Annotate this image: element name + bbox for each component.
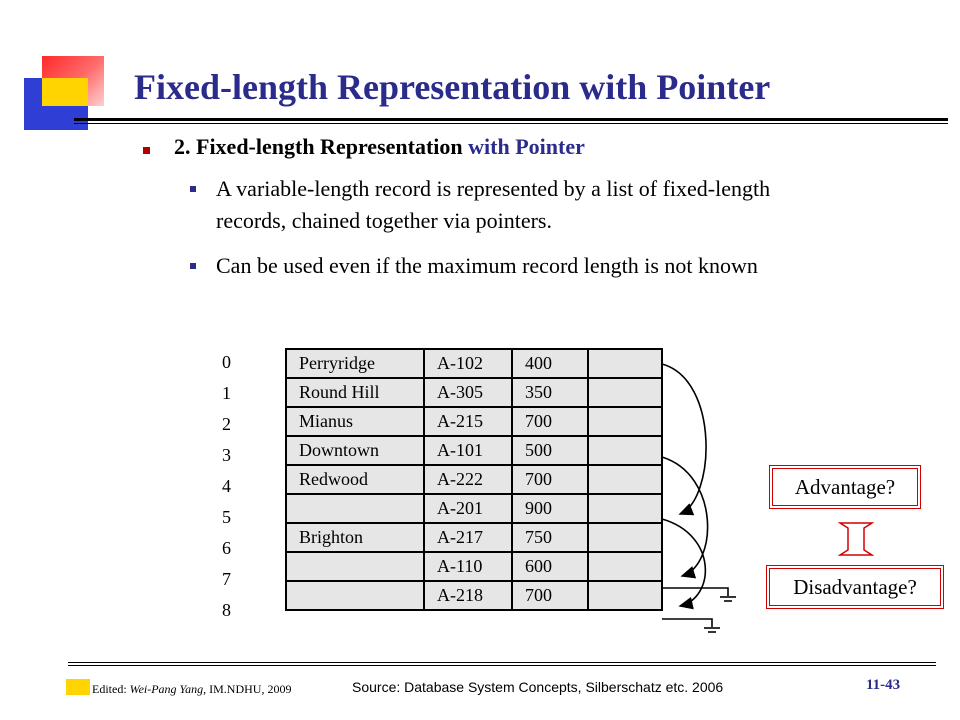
branch-cell: Downtown <box>286 436 424 465</box>
branch-cell: Mianus <box>286 407 424 436</box>
row-number: 2 <box>222 414 231 434</box>
footer-edited <box>92 682 291 697</box>
bullet-main-accent: with Pointer <box>468 134 585 159</box>
account-cell: A-218 <box>424 581 512 610</box>
ground-icon <box>662 588 736 601</box>
branch-cell: Brighton <box>286 523 424 552</box>
branch-cell: Perryridge <box>286 349 424 378</box>
sub-bullet-1-line1: A variable-length record is represented by a list of fixed-length <box>216 176 771 201</box>
balance-cell: 700 <box>512 465 588 494</box>
page-number: 11-43 <box>866 677 901 693</box>
row-number: 0 <box>222 352 231 372</box>
slide-title: Fixed-length Representation with Pointer <box>134 67 771 107</box>
account-cell: A-101 <box>424 436 512 465</box>
sub-bullet-2: Can be used even if the maximum record length is not known <box>216 253 758 278</box>
footer-edited-author: Wei-Pang Yang, <box>129 682 207 696</box>
account-cell: A-217 <box>424 523 512 552</box>
balance-cell: 500 <box>512 436 588 465</box>
account-cell: A-201 <box>424 494 512 523</box>
row-number: 6 <box>222 538 231 558</box>
footer-divider <box>68 662 936 663</box>
ground-icon <box>662 619 720 632</box>
pointer-arrow-3-to-7 <box>662 457 708 576</box>
footer-source: Source: Database System Concepts, Silberschatz etc. 2006 <box>352 679 724 695</box>
footer-edited-suffix: IM.NDHU, 2009 <box>206 682 292 696</box>
account-cell: A-215 <box>424 407 512 436</box>
footer-yellow-mark <box>66 679 90 695</box>
up-down-arrow-icon <box>838 521 874 557</box>
row-number: 8 <box>222 600 231 620</box>
branch-cell: Round Hill <box>286 378 424 407</box>
balance-cell: 700 <box>512 407 588 436</box>
row-number: 3 <box>222 445 231 465</box>
account-cell: A-305 <box>424 378 512 407</box>
row-number: 7 <box>222 569 231 589</box>
balance-cell: 600 <box>512 552 588 581</box>
row-number: 5 <box>222 507 231 527</box>
balance-cell: 900 <box>512 494 588 523</box>
balance-cell: 750 <box>512 523 588 552</box>
sub-bullet-1-line2: records, chained together via pointers. <box>216 208 552 233</box>
advantage-callout: Advantage? <box>772 468 918 506</box>
bullet-main-prefix: 2. Fixed-length Representation <box>174 134 469 159</box>
disadvantage-callout: Disadvantage? <box>769 568 941 606</box>
balance-cell: 700 <box>512 581 588 610</box>
account-cell: A-222 <box>424 465 512 494</box>
row-number: 4 <box>222 476 231 496</box>
row-number: 1 <box>222 383 231 403</box>
footer-edited-prefix: Edited: <box>92 682 130 696</box>
account-cell: A-110 <box>424 552 512 581</box>
account-cell: A-102 <box>424 349 512 378</box>
footer-divider-thin <box>68 665 936 666</box>
branch-cell: Redwood <box>286 465 424 494</box>
balance-cell: 350 <box>512 378 588 407</box>
balance-cell: 400 <box>512 349 588 378</box>
